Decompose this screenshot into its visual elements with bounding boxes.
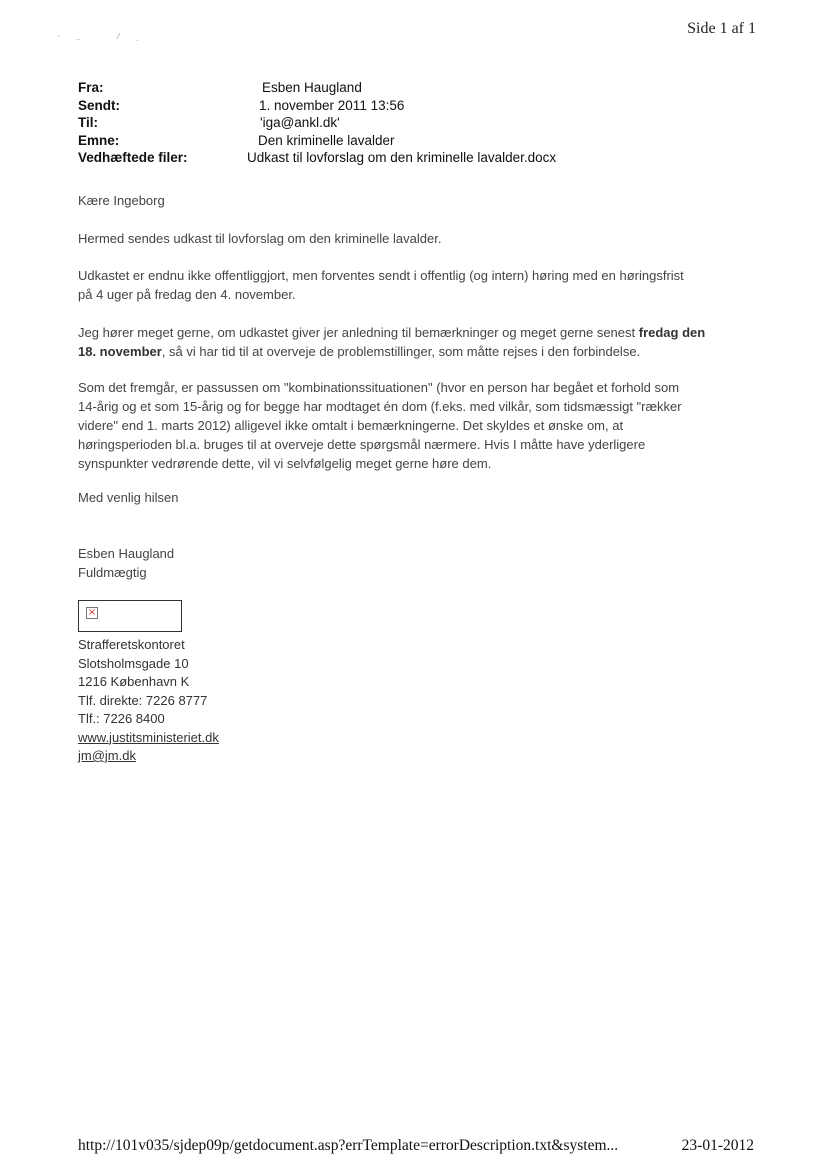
sender-name: Esben Haugland (78, 546, 175, 561)
paragraph-2-line-2: på 4 uger på fredag den 4. november. (78, 287, 296, 302)
office-phone: Tlf.: 7226 8400 (78, 711, 165, 726)
paragraph-3 (78, 323, 758, 361)
paragraph-4-line-2: 14-årig og et som 15-årig og for begge har modtaget én dom (f.eks. med vilkår, som tidsmæssigt "rækker (78, 399, 682, 414)
footer-url: http://101v035/sjdep09p/getdocument.asp?errTemplate=errorDescription.txt&system... (78, 1137, 619, 1154)
subject-value: Den kriminelle lavalder (258, 132, 395, 148)
paragraph-1 (78, 229, 758, 248)
paragraph-4-line-3: videre" end 1. marts 2012) alligevel ikke omtalt i bemærkningerne. Det skyldes et ønske om, at (78, 418, 624, 433)
office-name: Strafferetskontoret (78, 637, 185, 652)
greeting-text: Kære Ingeborg (78, 193, 165, 208)
page-indicator: Side 1 af 1 (687, 20, 756, 37)
paragraph-4-line-5: synspunkter vedrørende dette, vil vi selvfølgelig meget gerne høre dem. (78, 456, 492, 471)
office-city: 1216 København K (78, 674, 190, 689)
paragraph-3-line-2 (78, 342, 758, 361)
paragraph-3-line-1 (78, 323, 758, 342)
scan-artifacts: ' ⁻ ⁄ · (58, 32, 139, 45)
to-label: Til: (78, 115, 98, 130)
paragraph-4-line-4: høringsperioden bl.a. bruges til at overveje dette spørgsmål nærmere. Hvis I måtte have yderligere (78, 437, 646, 452)
paragraph-3-line-1-start: Jeg hører meget gerne, om udkastet giver jer anledning til bemærkninger og meget gerne senest (78, 325, 639, 340)
from-label: Fra: (78, 80, 104, 95)
paragraph-4-line-1: Som det fremgår, er passussen om "kombinationssituationen" (hvor en person har begået et forhold som (78, 380, 680, 395)
closing (78, 488, 758, 507)
paragraph-2 (78, 266, 758, 304)
paragraph-1-text: Hermed sendes udkast til lovforslag om den kriminelle lavalder. (78, 231, 442, 246)
website-link[interactable]: www.justitsministeriet.dk (78, 729, 219, 745)
sent-label: Sendt: (78, 97, 120, 113)
greeting (78, 191, 758, 210)
office-signature (78, 636, 219, 766)
email-link[interactable]: jm@jm.dk (78, 748, 136, 763)
paragraph-2-line-1: Udkastet er endnu ikke offentliggjort, men forventes sendt i offentlig (og intern) høring med en høringsfrist (78, 268, 684, 283)
attachments-value: Udkast til lovforslag om den kriminelle lavalder.docx (247, 150, 557, 165)
sender-title: Fuldmægtig (78, 565, 147, 580)
footer-date: 23-01-2012 (681, 1137, 754, 1154)
paragraph-4 (78, 378, 758, 473)
to-value: 'iga@ankl.dk' (260, 115, 340, 130)
subject-label: Emne: (78, 132, 120, 148)
from-value: Esben Haugland (262, 80, 362, 95)
paragraph-3-line-2-rest: , så vi har tid til at overveje de problemstillinger, som måtte rejses i den forbindelse. (161, 344, 641, 359)
paragraph-3-bold-date-part-2: 18. november (78, 344, 162, 359)
sender-block (78, 544, 758, 582)
broken-image-icon: × (87, 607, 97, 618)
logo-placeholder (78, 600, 182, 632)
closing-text: Med venlig hilsen (78, 490, 179, 505)
office-street: Slotsholmsgade 10 (78, 655, 189, 671)
paragraph-3-bold-date-part-1: fredag den (638, 325, 706, 340)
sent-value: 1. november 2011 13:56 (259, 97, 405, 113)
attachments-label: Vedhæftede filer: (78, 150, 188, 165)
office-phone-direct: Tlf. direkte: 7226 8777 (78, 692, 208, 708)
